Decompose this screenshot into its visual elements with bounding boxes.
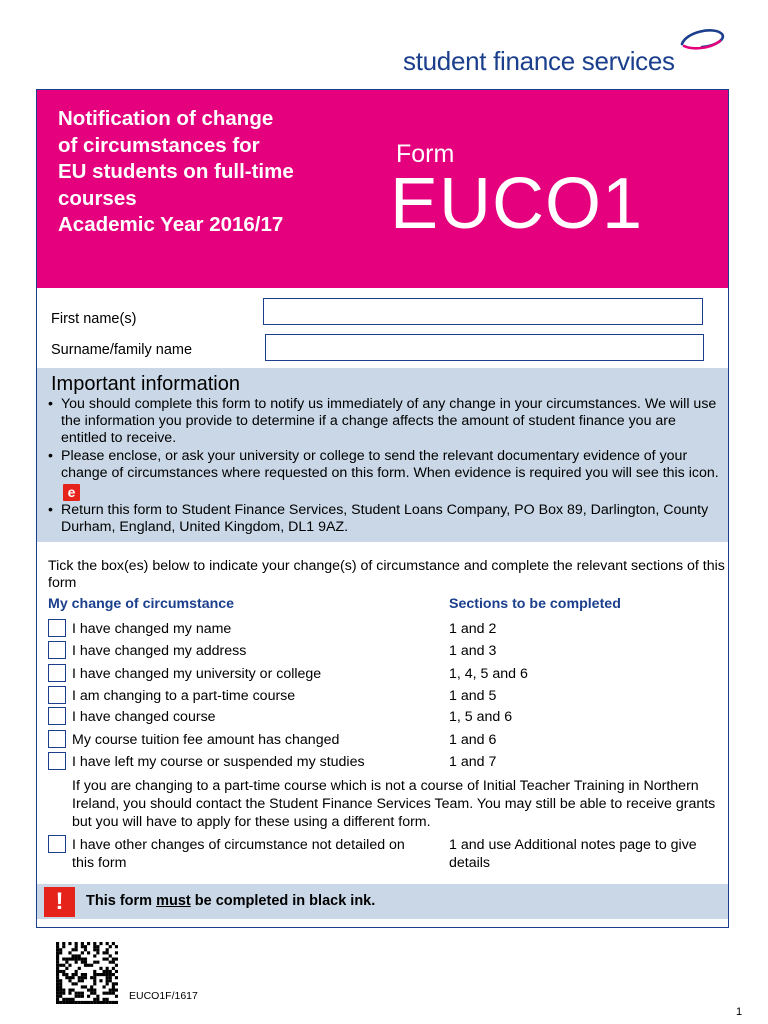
info-bullet: • Return this form to Student Finance Services, Student Loans Company, PO Box 89, Darlington, County Durham, England, United Kingdom, DL1 9AZ. bbox=[48, 502, 709, 535]
checkbox-changed-name[interactable] bbox=[48, 619, 66, 637]
evidence-icon: e bbox=[63, 484, 80, 501]
change-label: I am changing to a part-time course bbox=[72, 688, 296, 704]
change-label: I have changed course bbox=[72, 709, 216, 725]
swoosh-logo-icon bbox=[678, 26, 726, 52]
form-title bbox=[58, 106, 388, 239]
info-bullet: • Please enclose, or ask your university or college to send the relevant documentary evidence of your change of circumstances where requested on this form. When evidence is required you will see this icon.e bbox=[48, 448, 719, 500]
change-sections: 1 and use Additional notes page to give details bbox=[449, 837, 697, 871]
change-sections: 1 and 5 bbox=[449, 688, 497, 704]
warning-text: This form must be completed in black ink. bbox=[86, 893, 376, 909]
page-number: 1 bbox=[736, 1006, 743, 1018]
change-label: I have changed my address bbox=[72, 643, 247, 659]
info-bullet: • You should complete this form to notify us immediately of any change in your circumstances. We will use the information you provide to determine if a change affects the amount of student finance you are entitled to receive. bbox=[48, 396, 717, 446]
change-label: My course tuition fee amount has changed bbox=[72, 732, 340, 748]
warning-icon: ! bbox=[44, 887, 75, 917]
part-time-note: If you are changing to a part-time course which is not a course of Initial Teacher Training in Northern Ireland, you should contact the Student Finance Services Team. You may still be able to receive grants but you will have to apply for these using a different form. bbox=[72, 778, 716, 830]
form-code: EUCO1 bbox=[390, 164, 644, 244]
checkbox-part-time[interactable] bbox=[48, 686, 66, 704]
change-label: I have other changes of circumstance not detailed on this form bbox=[72, 837, 405, 871]
surname-field[interactable] bbox=[265, 334, 704, 361]
checkbox-changed-address[interactable] bbox=[48, 641, 66, 659]
title-line: EU students on full-time bbox=[58, 160, 294, 183]
change-sections: 1, 4, 5 and 6 bbox=[449, 666, 528, 682]
form-label: Form bbox=[396, 140, 455, 168]
checkbox-left-course[interactable] bbox=[48, 752, 66, 770]
checkbox-tuition-fee[interactable] bbox=[48, 730, 66, 748]
important-info-title: Important information bbox=[51, 373, 240, 395]
checkbox-changed-course[interactable] bbox=[48, 707, 66, 725]
logo-text: student finance services bbox=[403, 46, 675, 76]
important-info-list bbox=[48, 396, 723, 537]
title-line: of circumstances for bbox=[58, 133, 260, 157]
checkbox-changed-university[interactable] bbox=[48, 664, 66, 682]
change-sections: 1 and 7 bbox=[449, 754, 497, 770]
change-label: I have left my course or suspended my studies bbox=[72, 754, 365, 770]
first-name-label: First name(s) bbox=[51, 311, 137, 327]
change-label: I have changed my name bbox=[72, 621, 232, 637]
checkbox-other-changes[interactable] bbox=[48, 835, 66, 853]
first-name-field[interactable] bbox=[263, 298, 703, 325]
tick-instructions: Tick the box(es) below to indicate your change(s) of circumstance and complete the relevant sections of this form bbox=[48, 558, 725, 591]
change-sections: 1 and 2 bbox=[449, 621, 497, 637]
change-sections: 1 and 6 bbox=[449, 732, 497, 748]
column-header-change: My change of circumstance bbox=[48, 596, 235, 612]
title-line: Notification of change bbox=[58, 107, 274, 130]
change-sections: 1 and 3 bbox=[449, 643, 497, 659]
surname-label: Surname/family name bbox=[51, 342, 193, 358]
change-sections: 1, 5 and 6 bbox=[449, 709, 513, 725]
2d-barcode-icon bbox=[56, 942, 118, 1004]
change-label: I have changed my university or college bbox=[72, 666, 322, 682]
title-line: courses bbox=[58, 186, 137, 210]
column-header-sections: Sections to be completed bbox=[449, 596, 621, 612]
form-reference: EUCO1F/1617 bbox=[129, 990, 198, 1002]
title-line: Academic Year 2016/17 bbox=[58, 213, 284, 236]
